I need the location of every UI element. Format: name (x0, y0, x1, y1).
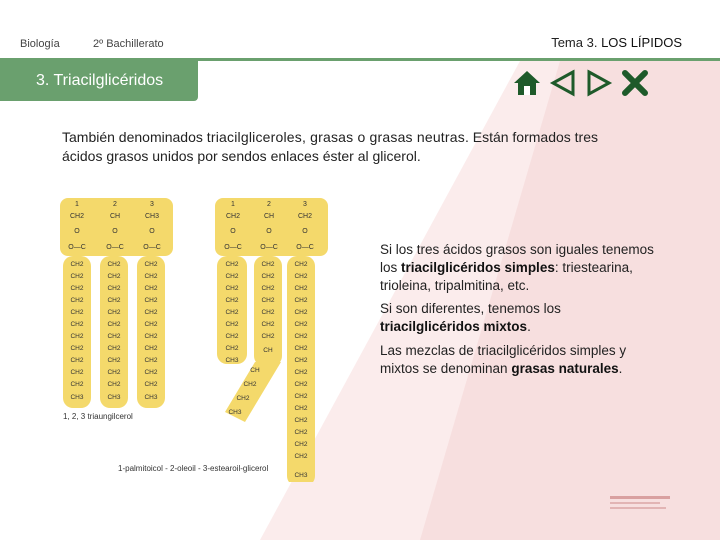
svg-text:CH: CH (263, 213, 275, 220)
svg-text:CH: CH (109, 213, 121, 220)
svg-text:CH2: CH2 (294, 321, 308, 328)
svg-text:CH2: CH2 (144, 345, 158, 352)
svg-text:CH2: CH2 (294, 441, 308, 448)
svg-text:O—C: O—C (68, 244, 86, 251)
svg-text:CH2: CH2 (261, 273, 275, 280)
svg-text:CH2: CH2 (294, 369, 308, 376)
intro-paragraph (62, 128, 642, 166)
svg-text:CH2: CH2 (70, 381, 84, 388)
svg-text:2: 2 (113, 201, 117, 208)
svg-text:CH2: CH2 (70, 369, 84, 376)
svg-text:CH2: CH2 (261, 261, 275, 268)
svg-text:CH2: CH2 (294, 405, 308, 412)
svg-text:CH2: CH2 (144, 309, 158, 316)
svg-text:CH3: CH3 (144, 394, 158, 401)
svg-text:O: O (266, 228, 272, 235)
intro-bold-terms: triacilgliceroles, grasas o grasas neutras (206, 129, 465, 145)
svg-text:O—C: O—C (143, 244, 161, 251)
section-title: 3. Triacilglicéridos (0, 61, 198, 101)
next-button[interactable] (584, 68, 614, 98)
course-label: 2º Bachillerato (93, 38, 164, 50)
svg-text:1: 1 (231, 201, 235, 208)
svg-text:CH3: CH3 (107, 394, 121, 401)
svg-text:CH2: CH2 (297, 213, 313, 220)
svg-text:CH2: CH2 (70, 357, 84, 364)
home-icon (513, 69, 541, 97)
svg-text:CH2: CH2 (144, 333, 158, 340)
svg-text:CH2: CH2 (70, 285, 84, 292)
svg-text:CH3: CH3 (225, 357, 239, 364)
intro-text-end: . Están formados tres ácidos grasos unidos por sendos enlaces éster al glicerol. (62, 129, 599, 164)
svg-text:CH2: CH2 (236, 395, 250, 402)
svg-text:CH2: CH2 (294, 381, 308, 388)
intro-text: También denominados (62, 129, 207, 145)
svg-text:CH2: CH2 (144, 273, 158, 280)
svg-text:CH2: CH2 (107, 309, 121, 316)
svg-text:CH2: CH2 (294, 309, 308, 316)
svg-text:CH2: CH2 (225, 345, 239, 352)
svg-text:O—C: O—C (260, 244, 278, 251)
svg-text:CH2: CH2 (225, 309, 239, 316)
svg-text:CH2: CH2 (294, 261, 308, 268)
svg-text:CH2: CH2 (225, 213, 241, 220)
p1-text-end: : triestearina, trioleina, tripalmitina, etc. (380, 260, 633, 293)
svg-text:CH2: CH2 (294, 429, 308, 436)
svg-text:CH2: CH2 (107, 297, 121, 304)
svg-text:CH2: CH2 (70, 297, 84, 304)
svg-text:CH2: CH2 (107, 321, 121, 328)
svg-text:CH2: CH2 (294, 297, 308, 304)
svg-text:CH2: CH2 (294, 453, 308, 460)
svg-text:CH3: CH3 (70, 394, 84, 401)
svg-text:CH2: CH2 (107, 345, 121, 352)
natural-fats-paragraph (380, 342, 660, 378)
navigation-bar (512, 68, 650, 98)
svg-text:CH2: CH2 (70, 273, 84, 280)
svg-text:O: O (230, 228, 236, 235)
svg-text:CH3: CH3 (294, 472, 308, 479)
topic-title: LOS LÍPIDOS (601, 35, 682, 50)
p3-bold: grasas naturales (511, 361, 619, 376)
topic-header (551, 35, 682, 50)
svg-text:CH2: CH2 (294, 393, 308, 400)
svg-text:CH2: CH2 (294, 345, 308, 352)
svg-text:O—C: O—C (296, 244, 314, 251)
svg-text:CH2: CH2 (107, 381, 121, 388)
svg-text:CH2: CH2 (70, 333, 84, 340)
svg-text:CH2: CH2 (144, 285, 158, 292)
svg-text:O—C: O—C (106, 244, 124, 251)
svg-text:CH: CH (263, 347, 273, 354)
topic-prefix: Tema 3. (551, 35, 598, 50)
svg-text:CH2: CH2 (225, 285, 239, 292)
subject-label: Biología (20, 38, 60, 50)
prev-arrow-icon (549, 69, 577, 97)
svg-text:O: O (74, 228, 80, 235)
svg-text:CH2: CH2 (225, 297, 239, 304)
svg-text:3: 3 (150, 201, 154, 208)
svg-text:CH2: CH2 (107, 273, 121, 280)
svg-text:CH2: CH2 (107, 285, 121, 292)
svg-text:CH2: CH2 (294, 333, 308, 340)
svg-text:CH2: CH2 (107, 369, 121, 376)
svg-text:CH2: CH2 (144, 297, 158, 304)
p1-text: Si los tres ácidos grasos son iguales tenemos los (380, 242, 654, 275)
left-molecule-caption: 1, 2, 3 triaungilcerol (63, 412, 133, 421)
svg-text:CH2: CH2 (261, 297, 275, 304)
svg-text:CH2: CH2 (144, 369, 158, 376)
svg-text:CH2: CH2 (144, 381, 158, 388)
p3-text-end: . (618, 361, 623, 376)
svg-text:CH2: CH2 (261, 333, 275, 340)
publisher-logo (610, 495, 674, 511)
close-button[interactable] (620, 68, 650, 98)
next-arrow-icon (585, 69, 613, 97)
svg-text:CH2: CH2 (70, 321, 84, 328)
svg-text:O: O (149, 228, 155, 235)
svg-text:CH2: CH2 (70, 345, 84, 352)
svg-text:CH: CH (250, 367, 260, 374)
svg-text:CH3: CH3 (144, 213, 160, 220)
svg-text:CH2: CH2 (144, 321, 158, 328)
svg-text:CH2: CH2 (294, 285, 308, 292)
svg-text:CH2: CH2 (70, 261, 84, 268)
p2-text: Si son diferentes, tenemos los (380, 301, 561, 316)
svg-text:CH2: CH2 (107, 333, 121, 340)
svg-text:CH2: CH2 (294, 357, 308, 364)
svg-text:CH2: CH2 (261, 321, 275, 328)
svg-text:CH2: CH2 (144, 261, 158, 268)
svg-text:CH2: CH2 (225, 261, 239, 268)
triacylglycerol-figure (55, 192, 335, 482)
p2-text-end: . (527, 319, 531, 334)
svg-text:CH2: CH2 (107, 357, 121, 364)
p2-bold: triacilglicéridos mixtos (380, 319, 528, 334)
svg-text:CH2: CH2 (144, 357, 158, 364)
svg-text:O: O (112, 228, 118, 235)
svg-text:CH2: CH2 (69, 213, 85, 220)
svg-text:CH2: CH2 (261, 285, 275, 292)
svg-text:CH2: CH2 (294, 273, 308, 280)
svg-text:CH2: CH2 (243, 381, 257, 388)
svg-text:O—C: O—C (224, 244, 242, 251)
svg-text:CH2: CH2 (294, 417, 308, 424)
svg-text:CH2: CH2 (107, 261, 121, 268)
svg-text:2: 2 (267, 201, 271, 208)
previous-button[interactable] (548, 68, 578, 98)
svg-text:O: O (302, 228, 308, 235)
svg-text:CH2: CH2 (261, 309, 275, 316)
mixed-triglycerides-paragraph (380, 300, 660, 336)
svg-text:3: 3 (303, 201, 307, 208)
svg-text:CH2: CH2 (70, 309, 84, 316)
right-molecule-caption: 1-palmitoicol - 2-oleoil - 3-estearoil-glicerol (118, 464, 269, 473)
home-button[interactable] (512, 68, 542, 98)
svg-text:CH2: CH2 (225, 273, 239, 280)
p3-text: Las mezclas de triacilglicéridos simples y mixtos se denominan (380, 343, 627, 376)
svg-text:CH2: CH2 (225, 333, 239, 340)
svg-text:CH2: CH2 (225, 321, 239, 328)
simple-triglycerides-paragraph (380, 241, 660, 295)
svg-text:1: 1 (75, 201, 79, 208)
close-x-icon (621, 69, 649, 97)
svg-text:CH3: CH3 (228, 409, 242, 416)
p1-bold: triacilglicéridos simples (401, 260, 555, 275)
